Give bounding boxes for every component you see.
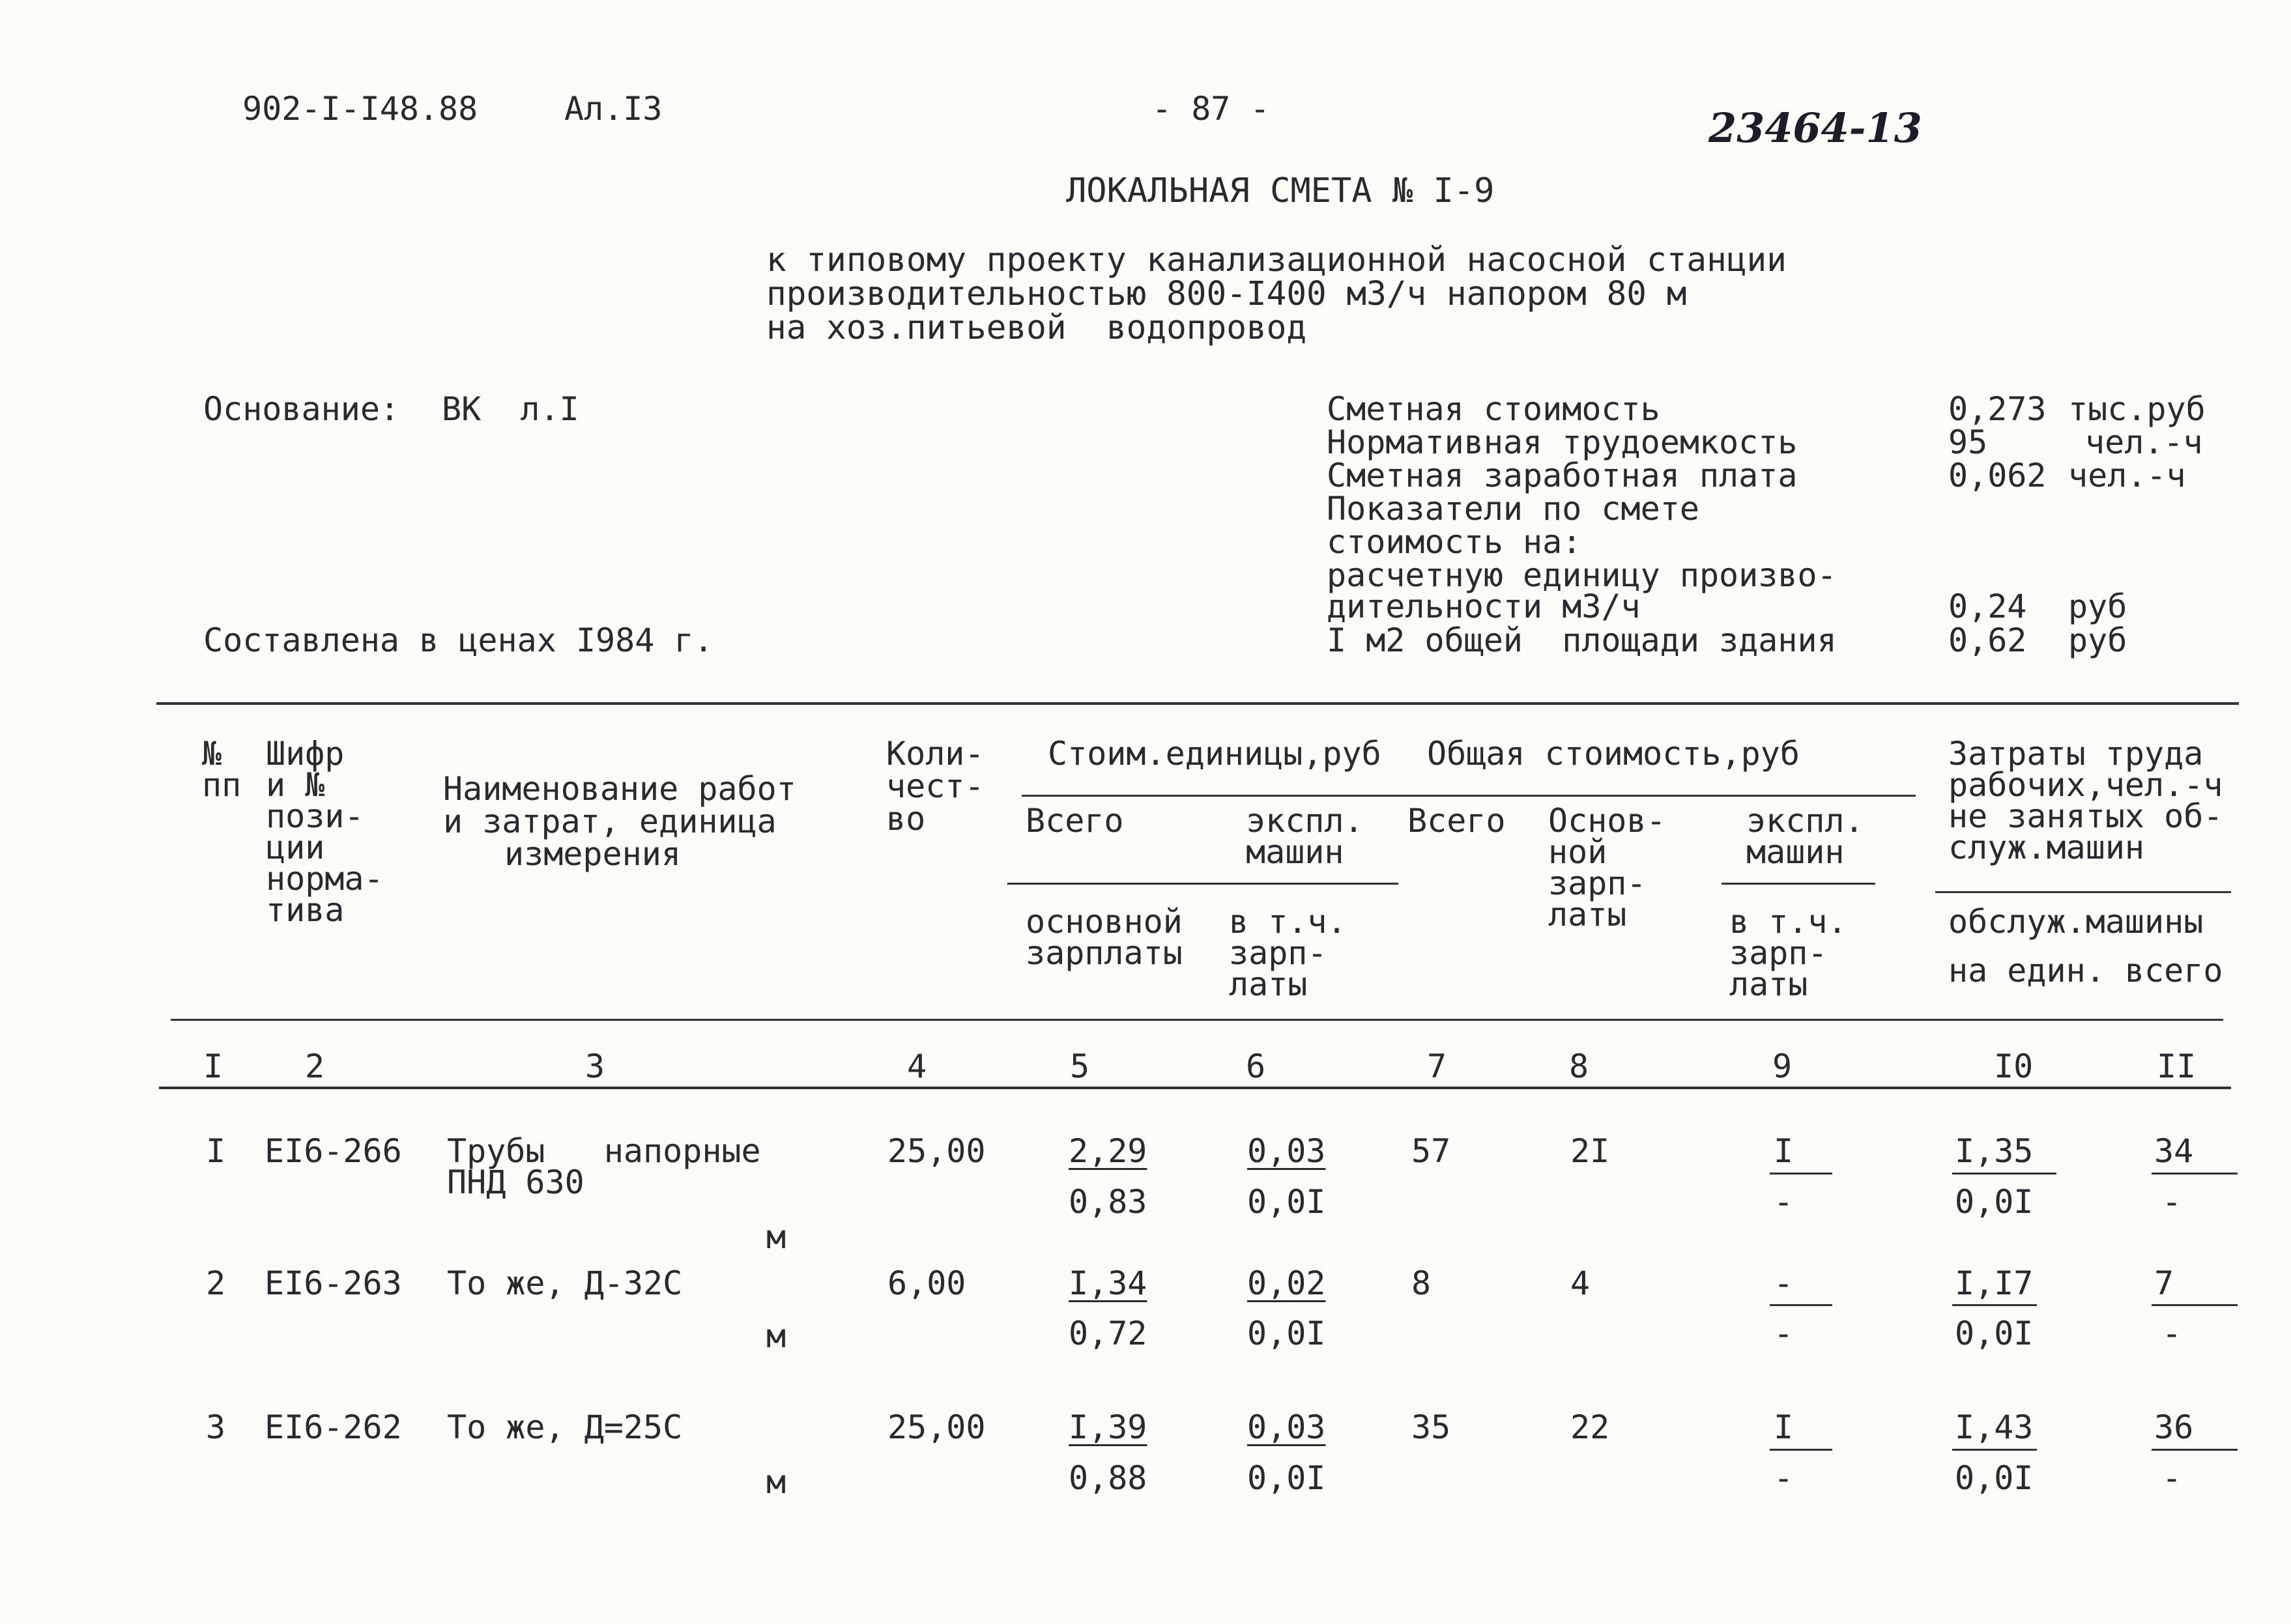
subtitle-line-1: к типовому проекту канализационной насосной станции (766, 241, 1787, 279)
row1-c10-underline (1952, 1173, 2056, 1175)
row3-qty: 25,00 (887, 1408, 986, 1446)
column-number-1: I (203, 1047, 223, 1085)
row2-unit: м (766, 1317, 786, 1355)
summary-labor-value: 95 (1948, 423, 1988, 461)
row3-c9-wage: - (1774, 1459, 1794, 1497)
summary-indicators-line-2: стоимость на: (1327, 523, 1582, 561)
row1-c7: 57 (1411, 1132, 1451, 1170)
summary-per-area-label: I м2 общей площади здания (1327, 621, 1837, 659)
header-c8-line-2: ной (1548, 833, 1607, 871)
header-c4-line-1: Коли- (886, 735, 985, 773)
column-number-6: 6 (1246, 1047, 1266, 1085)
row2-c6-machines: 0,02 (1247, 1264, 1326, 1302)
row3-code: EI6-262 (265, 1408, 402, 1446)
row3-c9-machines: I (1774, 1408, 1794, 1446)
header-c1-line-1: № (202, 735, 222, 773)
header-c9-top-line-1: экспл. (1746, 802, 1864, 840)
summary-wage-value: 0,062 (1948, 457, 2047, 494)
summary-cost-value: 0,273 (1948, 390, 2047, 428)
summary-per-unit-unit: руб (2068, 588, 2127, 625)
row2-c10-per-unit: I,I7 (1955, 1264, 2034, 1302)
header-rule-labor (1935, 891, 2231, 893)
row3-c11-machine: - (2162, 1459, 2182, 1497)
header-labor-group-line-1: Затраты труда (1948, 735, 2204, 773)
row1-name-line-2: ПНД 630 (447, 1163, 584, 1201)
row1-c10-per-unit: I,35 (1955, 1132, 2034, 1170)
summary-cost-label: Сметная стоимость (1327, 390, 1660, 428)
handwritten-stamp-number: 23464-13 (1708, 104, 1922, 152)
row2-num: 2 (206, 1264, 226, 1302)
row3-c11-total: 36 (2154, 1408, 2194, 1446)
header-labor-group-line-2: рабочих,чел.-ч (1948, 766, 2223, 804)
row1-num: I (206, 1132, 226, 1170)
row1-c10-machine: 0,0I (1955, 1183, 2034, 1221)
column-numbers-rule (159, 1087, 2231, 1089)
album-number: Ал.I3 (564, 90, 663, 128)
header-c5-top: Всего (1026, 802, 1124, 840)
row2-c6-wage: 0,0I (1247, 1315, 1326, 1352)
header-c2-line-3: пози- (266, 797, 364, 835)
summary-labor-label: Нормативная трудоемкость (1327, 423, 1798, 461)
header-c9-bottom-line-2: зарп- (1729, 934, 1828, 972)
column-number-8: 8 (1569, 1047, 1589, 1085)
header-c2-line-1: Шифр (266, 735, 345, 773)
summary-labor-unit: чел.-ч (2085, 423, 2203, 461)
row3-c7: 35 (1411, 1408, 1451, 1446)
summary-per-area-unit: руб (2068, 621, 2127, 659)
header-c6-bottom-line-2: зарп- (1229, 934, 1327, 972)
row2-c7: 8 (1411, 1264, 1432, 1302)
summary-per-area-value: 0,62 (1948, 621, 2027, 659)
row1-c9-underline (1770, 1173, 1832, 1175)
summary-indicators-line-1: Показатели по смете (1327, 490, 1699, 528)
header-group-rule (1022, 795, 1916, 797)
prices-note: Составлена в ценах I984 г. (203, 621, 713, 659)
header-c2-line-6: тива (266, 891, 345, 929)
row2-code: EI6-263 (265, 1264, 402, 1302)
row2-c10-machine: 0,0I (1955, 1315, 2034, 1352)
summary-wage-label: Сметная заработная плата (1327, 457, 1798, 494)
header-c5-bottom-line-1: основной (1026, 903, 1183, 941)
row1-code: EI6-266 (265, 1132, 402, 1170)
column-number-10: I0 (1994, 1047, 2034, 1085)
summary-per-unit-value: 0,24 (1948, 588, 2027, 625)
row1-unit: м (766, 1218, 786, 1256)
header-c7: Всего (1407, 802, 1506, 840)
column-number-7: 7 (1427, 1047, 1447, 1085)
row1-c5-wage: 0,83 (1069, 1183, 1147, 1221)
header-total-cost-group: Общая стоимость,руб (1427, 735, 1800, 773)
header-c6-bottom-line-1: в т.ч. (1229, 903, 1347, 941)
column-number-2: 2 (305, 1047, 325, 1085)
row2-c11-total: 7 (2154, 1264, 2174, 1302)
row2-c11-underline (2152, 1304, 2238, 1306)
header-c6-top-line-1: экспл. (1246, 802, 1364, 840)
header-c3-line-3: измерения (504, 835, 681, 873)
header-c4-line-2: чест- (886, 767, 985, 805)
row3-c10-per-unit: I,43 (1955, 1408, 2034, 1446)
row2-c11-machine: - (2162, 1315, 2182, 1352)
header-c2-line-5: норма- (266, 860, 384, 898)
summary-indicators-line-3: расчетную единицу произво- (1327, 556, 1837, 594)
row3-c8: 22 (1570, 1408, 1610, 1446)
row1-c5-total: 2,29 (1069, 1132, 1147, 1170)
row3-c5-total: I,39 (1069, 1408, 1147, 1446)
row2-c8: 4 (1570, 1264, 1591, 1302)
estimate-title: ЛОКАЛЬНАЯ СМЕТА № I-9 (1066, 171, 1495, 210)
document-code: 902-I-I48.88 (242, 90, 478, 128)
header-c3-line-2: и затрат, единица (443, 803, 777, 840)
row3-c6-wage: 0,0I (1247, 1459, 1326, 1497)
basis-label: Основание: (203, 390, 400, 428)
header-bottom-rule (171, 1019, 2223, 1021)
header-c1-line-2: пп (202, 766, 242, 804)
subtitle-line-3: на хоз.питьевой водопровод (766, 309, 1307, 347)
row2-c5-wage: 0,72 (1069, 1315, 1147, 1352)
column-number-4: 4 (907, 1047, 927, 1085)
row2-name-line-1: То же, Д-32С (447, 1264, 683, 1302)
header-c2-line-2: и № (266, 766, 325, 804)
row1-c11-underline (2152, 1173, 2238, 1175)
header-c9-bottom-line-1: в т.ч. (1729, 903, 1847, 941)
subtitle-line-2: производительностью 800-I400 м3/ч напором 80 м (766, 275, 1687, 313)
header-c5-bottom-line-2: зарплаты (1026, 934, 1183, 972)
row1-c11-total: 34 (2154, 1132, 2194, 1170)
column-number-5: 5 (1070, 1047, 1090, 1085)
header-c8-line-1: Основ- (1548, 802, 1666, 840)
header-labor-group-line-4: служ.машин (1948, 829, 2145, 866)
row3-c10-underline (1952, 1449, 2037, 1451)
row1-c9-machines: I (1774, 1132, 1794, 1170)
row3-unit: м (766, 1463, 786, 1501)
row2-qty: 6,00 (887, 1264, 966, 1302)
row1-c6-machines: 0,03 (1247, 1132, 1326, 1170)
row1-c6-wage: 0,0I (1247, 1183, 1326, 1221)
header-c9-bottom-line-3: латы (1729, 965, 1808, 1003)
row3-name-line-1: То же, Д=25С (447, 1408, 683, 1446)
row3-c5-wage: 0,88 (1069, 1459, 1147, 1497)
row3-c11-underline (2152, 1449, 2238, 1451)
row1-c8: 2I (1570, 1132, 1610, 1170)
row1-qty: 25,00 (887, 1132, 986, 1170)
page-number: - 87 - (1152, 90, 1270, 128)
row2-c5-total: I,34 (1069, 1264, 1147, 1302)
row2-c10-underline (1952, 1304, 2037, 1306)
header-labor-bottom-line-1: обслуж.машины (1948, 903, 2204, 941)
row3-c10-machine: 0,0I (1955, 1459, 2034, 1497)
summary-wage-unit: чел.-ч (2068, 457, 2186, 494)
row3-c9-underline (1770, 1449, 1832, 1451)
header-c4-line-3: во (886, 800, 926, 838)
header-c2-line-4: ции (266, 829, 325, 866)
header-c3-line-1: Наименование работ (443, 770, 796, 808)
header-rule-machines (1722, 883, 1875, 885)
row2-c9-machines: - (1774, 1264, 1794, 1302)
header-c8-line-4: латы (1548, 896, 1627, 933)
summary-cost-unit: тыс.руб (2068, 390, 2206, 428)
header-c6-top-line-2: машин (1246, 833, 1344, 871)
summary-indicators-line-4: дительности м3/ч (1327, 588, 1641, 625)
row2-c9-wage: - (1774, 1315, 1794, 1352)
row3-num: 3 (206, 1408, 226, 1446)
column-number-11: II (2157, 1047, 2197, 1085)
row3-c6-machines: 0,03 (1247, 1408, 1326, 1446)
header-c6-bottom-line-3: латы (1229, 965, 1308, 1003)
row2-c9-underline (1770, 1304, 1832, 1306)
row1-name-line-1: Трубы напорные (447, 1132, 761, 1170)
header-labor-bottom-line-2: на един. всего (1948, 952, 2223, 990)
header-labor-group-line-3: не занятых об- (1948, 797, 2223, 835)
header-rule-unit-cost (1007, 883, 1398, 885)
header-c8-line-3: зарп- (1548, 864, 1647, 902)
basis-value: ВК л.I (442, 390, 579, 428)
table-top-rule (156, 702, 2239, 705)
header-unit-cost-group: Стоим.единицы,руб (1048, 735, 1381, 773)
column-number-9: 9 (1772, 1047, 1793, 1085)
row1-c11-machine: - (2162, 1183, 2182, 1221)
row1-c9-wage: - (1774, 1183, 1794, 1221)
header-c9-top-line-2: машин (1746, 833, 1845, 871)
column-number-3: 3 (585, 1047, 605, 1085)
